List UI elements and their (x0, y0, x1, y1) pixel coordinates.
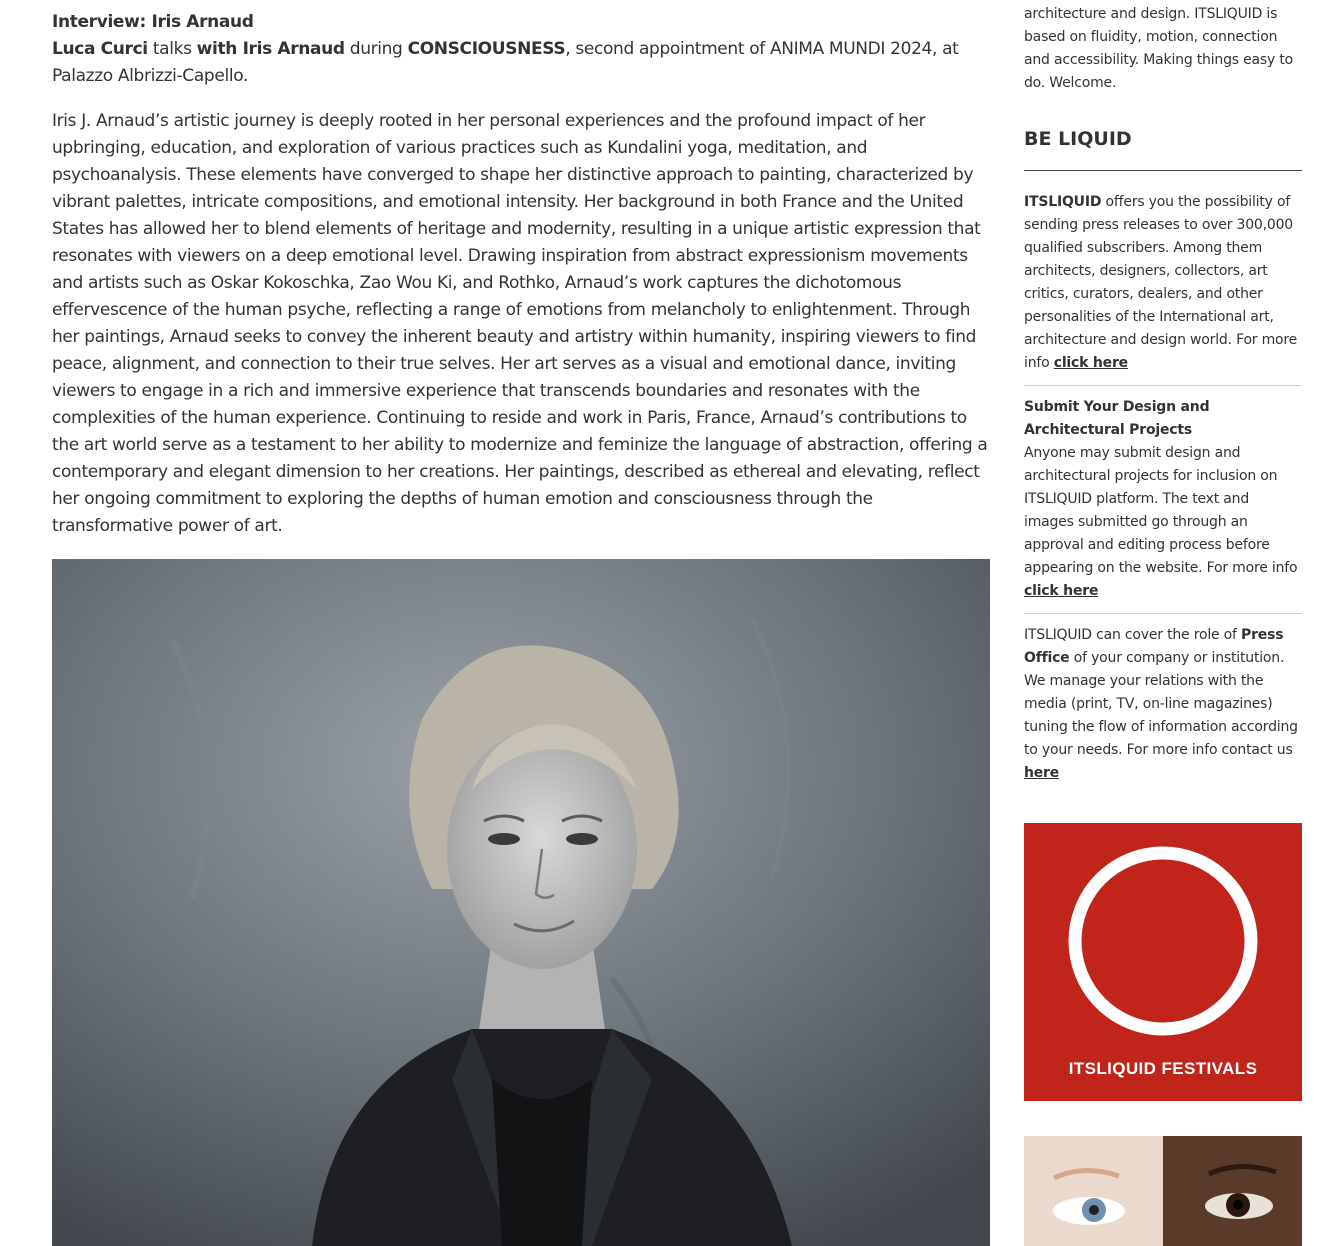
office-pre: ITSLIQUID can cover the role of (1024, 627, 1242, 643)
sidebar-thumbnail-image[interactable] (1024, 1136, 1302, 1246)
lead-during: during (344, 39, 408, 59)
lead-with: with Iris Arnaud (196, 39, 345, 59)
article-lead (52, 36, 992, 90)
press-office-info (1024, 624, 1302, 785)
office-bold: Press Office (1024, 627, 1284, 666)
submit-text: Anyone may submit design and architectural projects for inclusion on ITSLIQUID platform. The text and images submitted go through an approval and editing process before appearing on the website. For more info (1024, 445, 1298, 576)
divider (1024, 385, 1302, 386)
lead-event: CONSCIOUSNESS (407, 39, 566, 59)
heading-divider (1024, 170, 1302, 171)
press-brand: ITSLIQUID (1024, 194, 1102, 210)
artist-portrait-photo (52, 559, 990, 1246)
faces-illustration (1024, 1136, 1302, 1246)
article (52, 9, 992, 540)
press-text: offers you the possibility of sending press releases to over 300,000 qualified subscribers. Among them architects, designers, collectors, art critics, curators, dealers, and other personalities of the International art, architecture and design world. For more info (1024, 194, 1298, 371)
lead-author: Luca Curci (52, 39, 148, 59)
lead-talks: talks (147, 39, 197, 59)
portrait-illustration (52, 559, 990, 1246)
article-body: Iris J. Arnaud’s artistic journey is deeply rooted in her personal experiences and the profound impact of her upbringing, education, and exploration of various practices such as Kundalini yoga, meditation, and psychoanalysis. These elements have converged to shape her distinctive approach to painting, characterized by vibrant palettes, intricate compositions, and emotional intensity. Her background in both France and the United States has allowed her to blend elements of heritage and modernity, resulting in a unique artistic expression that resonates with viewers on a deep emotional level. Drawing inspiration from abstract expressionism movements and artists such as Oskar Kokoschka, Zao Wou Ki, and Rothko, Arnaud’s work captures the dichotomous effervescence of the human psyche, reflecting a range of emotions from melancholy to enlightenment. Through her paintings, Arnaud seeks to convey the inherent beauty and artistry within humanity, inspiring viewers to find peace, alignment, and connection to their true selves. Her art serves as a visual and emotional dance, inviting viewers to engage in a rich and immersive experience that transcends boundaries and resonates with the complexities of the human experience. Continuing to reside and work in Paris, France, Arnaud’s contributions to the art world serve as a testament to her ability to modernize and feminize the language of abstraction, offering a contemporary and elegant dimension to her creations. Her paintings, described as ethereal and elevating, reflect her ongoing commitment to exploring the depths of human emotion and consciousness through the transformative power of art. (52, 111, 988, 536)
submit-projects-info (1024, 396, 1302, 603)
office-here-link[interactable]: here (1024, 765, 1060, 781)
submit-title: Submit Your Design and Architectural Projects (1024, 399, 1210, 438)
itsliquid-festivals-banner[interactable] (1024, 823, 1302, 1101)
press-release-info (1024, 191, 1302, 375)
sidebar-intro: architecture and design. ITSLIQUID is based on fluidity, motion, connection and accessibility. Making things easy to do. Welcome. (1024, 6, 1293, 91)
sidebar-heading: BE LIQUID (1024, 128, 1132, 150)
article-title: Interview: Iris Arnaud (52, 12, 254, 32)
office-text: of your company or institution. We manage your relations with the media (print, TV, on-line magazines) tuning the flow of information according to your needs. For more info contact us (1024, 650, 1298, 758)
divider (1024, 613, 1302, 614)
festivals-banner-label: ITSLIQUID FESTIVALS (1068, 1059, 1258, 1078)
press-click-here-link[interactable]: click here (1053, 355, 1128, 371)
submit-click-here-link[interactable]: click here (1024, 583, 1099, 599)
lead-rest: , second appointment of ANIMA MUNDI 2024, at Palazzo Albrizzi-Capello. (52, 39, 959, 86)
